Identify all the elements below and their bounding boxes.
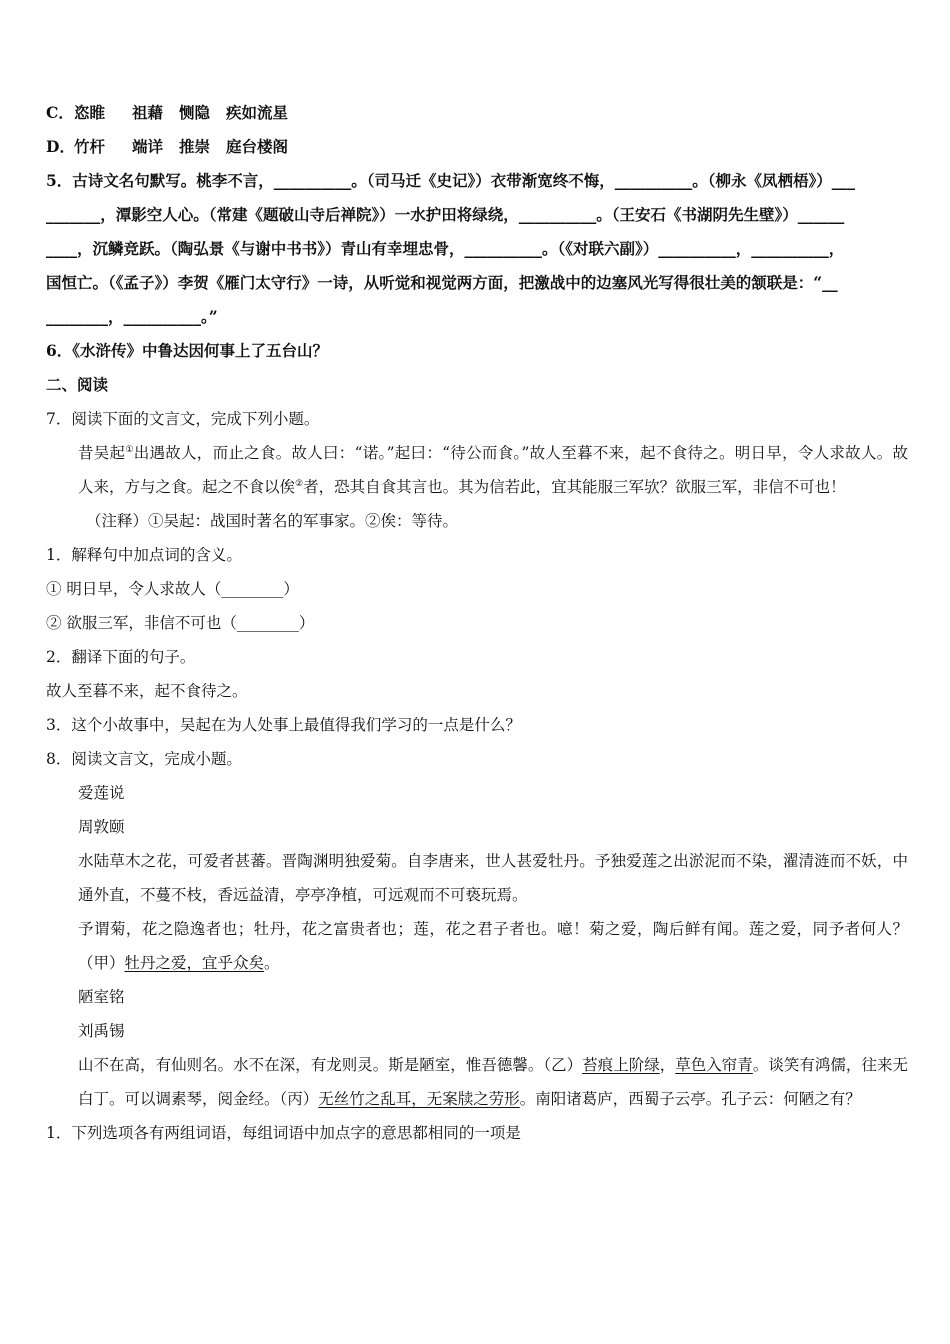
q8-text1-title: 爱莲说 (78, 784, 125, 802)
q8-text1-para1: 水陆草木之花，可爱者甚蕃。晋陶渊明独爱菊。自李唐来，世人甚爱牡丹。予独爱莲之出淤泥而不染，濯清涟而不妖，中通外直，不蔓不枝，香远益清，亭亭净植，可远观而不可亵玩焉。 (78, 852, 908, 904)
q5-line-1: 5．古诗文名句默写。桃李不言，__________。（司马迁《史记》）衣带渐宽终不悔，__________。（柳永《凤栖梧》）___ (46, 171, 856, 190)
q7-title: 7．阅读下面的文言文，完成下列小题。 (46, 410, 320, 428)
option-c (46, 96, 908, 130)
q8-para3-part-1: 山不在高，有仙则名。水不在深，有龙则灵。斯是陋室，惟吾德馨。（乙） (78, 1056, 583, 1074)
q7-sub1-a: ① 明日早，令人求故人（________） (46, 580, 299, 598)
q7-passage-part-1: 昔吴起 (78, 444, 126, 462)
underlined-phrase-yi-1: 苔痕上阶绿 (582, 1056, 660, 1074)
q7-passage-part-2: 出遇故人，而止之食。故人曰：“诺。”起曰：“待公而食。”故人至暮不来，起不食待之。明日早，令人求故人。故人来，方与之食。起之不食以俟 (78, 444, 909, 496)
footnote-mark-2: ② (295, 478, 304, 489)
q7-sub1-b: ② 欲服三军，非信不可也（________） (46, 614, 315, 632)
q8-para2-part-2: 。 (264, 954, 280, 972)
underlined-sentence-bing: 无丝竹之乱耳，无案牍之劳形 (318, 1090, 520, 1108)
q8-para2-part-1: 予谓菊，花之隐逸者也；牡丹，花之富贵者也；莲，花之君子者也。噫！菊之爱，陶后鲜有闻。莲之爱，同予者何人？（甲） (78, 920, 908, 972)
option-c-word-3: 恻隐 (179, 103, 211, 122)
option-d (46, 130, 908, 164)
option-c-key: C． (46, 103, 74, 122)
option-c-word-4: 疾如流星 (226, 103, 289, 122)
q6-question: 6．《水浒传》中鲁达因何事上了五台山？ (46, 341, 329, 360)
option-c-word-2: 祖藉 (132, 103, 164, 122)
underlined-sentence-jia: 牡丹之爱，宜乎众矣 (124, 954, 265, 972)
q5-line-3: ____，沉鳞竞跃。（陶弘景《与谢中书书》）青山有幸埋忠骨，__________。（《对联六副》）__________，__________， (46, 239, 845, 258)
q8-text2-author: 刘禹锡 (78, 1022, 125, 1040)
q8-para3-part-2: 。谈笑有鸿儒，往来无白丁。可以调素琴，阅金经。（丙） (78, 1056, 908, 1108)
q7-sub2-sentence: 故人至暮不来，起不食待之。 (46, 682, 248, 700)
q8-sub1: 1．下列选项各有两组词语，每组词语中加点字的意思都相同的一项是 (46, 1124, 521, 1142)
q7-sub3: 3．这个小故事中，吴起在为人处事上最值得我们学习的一点是什么？ (46, 716, 521, 734)
q8-text1-author: 周敦颐 (78, 818, 125, 836)
q7-passage-part-3: 者，恐其自食其言也。其为信若此，宜其能服三军欤？欲服三军，非信不可也！ (303, 478, 846, 496)
option-c-word-1: 恣睢 (74, 103, 106, 122)
option-d-word-3: 推崇 (179, 137, 211, 156)
q7-passage (46, 436, 908, 504)
option-d-key: D． (46, 137, 75, 156)
q8-para3-comma: ， (659, 1056, 676, 1074)
underlined-phrase-yi-2: 草色入帘青 (675, 1056, 753, 1074)
option-d-word-1: 竹杆 (74, 137, 106, 156)
document-page (46, 96, 908, 1150)
q8-text2-title: 陋室铭 (78, 988, 125, 1006)
q7-sub1: 1．解释句中加点词的含义。 (46, 546, 242, 564)
option-d-word-2: 端详 (132, 137, 164, 156)
q5-line-5: ________，__________。” (46, 307, 218, 326)
q5-line-2: _______，潭影空人心。（常建《题破山寺后禅院》）一水护田将绿绕，__________。（王安石《书湖阴先生壁》）______ (46, 205, 845, 224)
section-heading-reading: 二、阅读 (46, 375, 109, 394)
q8-text1-para2 (46, 912, 908, 980)
q7-annotation: （注释）①吴起：战国时著名的军事家。②俟：等待。 (86, 512, 459, 530)
q5-line-4: 国恒亡。（《孟子》）李贺《雁门太守行》一诗，从听觉和视觉两方面，把激战中的边塞风光写得很壮美的颔联是：“__ (46, 273, 838, 292)
q8-para3-part-3: 。南阳诸葛庐，西蜀子云亭。孔子云：何陋之有？ (519, 1090, 861, 1108)
q8-text2-para (46, 1048, 908, 1116)
option-d-word-4: 庭台楼阁 (226, 137, 289, 156)
footnote-mark-1: ① (125, 444, 134, 455)
q7-sub2: 2．翻译下面的句子。 (46, 648, 196, 666)
q8-title: 8．阅读文言文，完成小题。 (46, 750, 242, 768)
